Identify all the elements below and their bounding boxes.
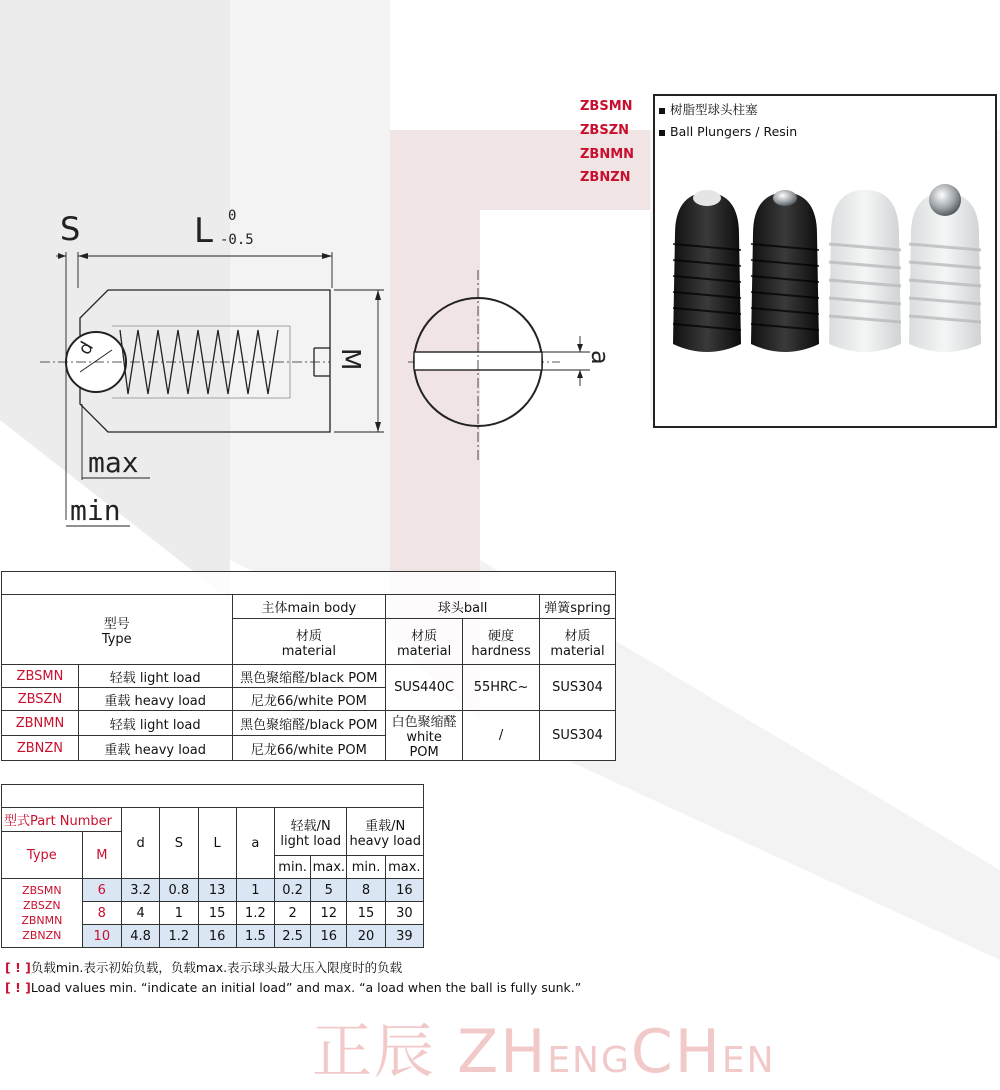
product-photo-box (653, 94, 997, 428)
label-l: L (194, 211, 213, 251)
cell-heavy-min: 8 (347, 879, 385, 902)
label-s: S (60, 210, 81, 248)
specifications-table (1, 784, 424, 948)
note-cn-text: 负载min.表示初始负载，负载max.表示球头最大压入限度时的负载 (30, 960, 403, 975)
label-min: min (70, 494, 121, 527)
cell-heavy-min: 20 (347, 925, 385, 948)
ball-material: 白色聚缩醛 white POM (386, 711, 463, 761)
note-bracket: [ ! ] (5, 960, 31, 975)
type-header: Type (2, 832, 83, 879)
cell-heavy-max: 39 (385, 925, 423, 948)
title-en: Ball Plungers / Resin (670, 124, 798, 139)
bullet-square-icon (659, 108, 665, 114)
light-max-header: max. (311, 856, 347, 879)
spring-material: SUS304 (540, 711, 616, 761)
logo-en: EN (721, 1040, 776, 1081)
note-en (5, 980, 581, 995)
materials-title: 材质对照表（Materials） (2, 572, 616, 595)
row-load: 重载 heavy load (78, 688, 232, 711)
tolerance-upper: 0 (228, 208, 237, 224)
cell-light-min: 0.2 (275, 879, 311, 902)
cell-d: 4 (121, 902, 159, 925)
row-code: ZBNMN (2, 711, 79, 736)
cell-m: 6 (82, 879, 121, 902)
code-zbsmn: ZBSMN (580, 99, 633, 114)
code-line: ZBNMN (21, 914, 63, 927)
table-row (2, 665, 616, 688)
cell-heavy-min: 15 (347, 902, 385, 925)
cell-l: 15 (198, 902, 236, 925)
row-load: 重载 heavy load (78, 736, 232, 761)
logo-c: C (630, 1017, 675, 1087)
l-header: L (198, 808, 236, 879)
ball-material: SUS440C (386, 665, 463, 711)
row-body: 黑色聚缩醛/black POM (232, 711, 386, 736)
m-header: M (82, 832, 121, 879)
cell-a: 1.2 (236, 902, 274, 925)
spring-header: 弹簧spring (540, 595, 616, 619)
cell-s: 1 (160, 902, 198, 925)
label-a: a (586, 350, 614, 365)
row-load: 轻载 light load (78, 711, 232, 736)
code-zbnzn: ZBNZN (580, 170, 631, 185)
row-code: ZBNZN (2, 736, 79, 761)
note-cn (5, 958, 402, 976)
label-max: max (88, 446, 139, 479)
ball-hardness: 55HRC~ (463, 665, 540, 711)
code-line: ZBSZN (23, 899, 61, 912)
cell-light-max: 5 (311, 879, 347, 902)
row-body: 尼龙66/white POM (232, 736, 386, 761)
cell-l: 13 (198, 879, 236, 902)
specifications-title: 参数对照表(Specifications) (2, 785, 424, 808)
cell-light-min: 2.5 (275, 925, 311, 948)
logo-z: Z (457, 1017, 501, 1087)
code-zbnmn: ZBNMN (580, 147, 635, 162)
cell-light-min: 2 (275, 902, 311, 925)
s-header: S (160, 808, 198, 879)
note-en-text: Load values min. “indicate an initial load” and max. “a load when the ball is fully sunk.” (30, 980, 582, 995)
ball-plungers-photo (661, 184, 991, 364)
tolerance-lower: -0.5 (220, 232, 254, 248)
table-row (2, 879, 424, 902)
a-header: a (236, 808, 274, 879)
cell-s: 1.2 (160, 925, 198, 948)
materials-table (1, 571, 616, 761)
row-body: 尼龙66/white POM (232, 688, 386, 711)
type-codes-cell (2, 879, 83, 948)
logo-h1: H (500, 1017, 548, 1087)
light-min-header: min. (275, 856, 311, 879)
zhengchen-logo (312, 1004, 776, 1090)
cell-m: 10 (82, 925, 121, 948)
spring-material-header: 材质 material (540, 619, 616, 665)
bullet-square-icon (659, 130, 665, 136)
heavy-load-header: 重载/N heavy load (347, 808, 424, 856)
cell-heavy-max: 16 (385, 879, 423, 902)
plunger-white-2 (909, 184, 981, 352)
cell-a: 1.5 (236, 925, 274, 948)
type-header: 型号 Type (2, 595, 233, 665)
ball-material-header: 材质 material (386, 619, 463, 665)
body-header: 主体main body (232, 595, 386, 619)
row-code: ZBSMN (2, 665, 79, 688)
cell-heavy-max: 30 (385, 902, 423, 925)
heavy-min-header: min. (347, 856, 385, 879)
cell-l: 16 (198, 925, 236, 948)
ball-hardness-header: 硬度 hardness (463, 619, 540, 665)
cell-a: 1 (236, 879, 274, 902)
d-header: d (121, 808, 159, 879)
cell-d: 4.8 (121, 925, 159, 948)
plunger-black-1 (673, 190, 741, 352)
note-bracket: [ ! ] (5, 980, 31, 995)
logo-cn: 正辰 (312, 1017, 436, 1087)
cell-light-max: 16 (311, 925, 347, 948)
title-en-line (659, 124, 797, 139)
logo-h2: H (674, 1017, 722, 1087)
row-body: 黑色聚缩醛/black POM (232, 665, 386, 688)
part-number-header: 型式Part Number (2, 808, 122, 832)
logo-eng: ENG (547, 1040, 631, 1081)
table-row (2, 711, 616, 736)
code-line: ZBSMN (22, 884, 62, 897)
cell-s: 0.8 (160, 879, 198, 902)
light-load-header: 轻载/N light load (275, 808, 347, 856)
code-line: ZBNZN (22, 929, 62, 942)
ball-hardness: / (463, 711, 540, 761)
plunger-white-1 (829, 190, 901, 352)
ball-header: 球头ball (386, 595, 540, 619)
spring-material: SUS304 (540, 665, 616, 711)
technical-drawing (0, 0, 640, 540)
title-cn-line (659, 100, 758, 118)
label-d: d (74, 338, 99, 359)
label-m: M (335, 348, 365, 371)
cell-light-max: 12 (311, 902, 347, 925)
row-code: ZBSZN (2, 688, 79, 711)
body-material-header: 材质 material (232, 619, 386, 665)
heavy-max-header: max. (385, 856, 423, 879)
plunger-black-2 (751, 190, 819, 352)
cell-m: 8 (82, 902, 121, 925)
title-cn: 树脂型球头柱塞 (670, 102, 758, 117)
code-zbszn: ZBSZN (580, 123, 630, 138)
row-load: 轻载 light load (78, 665, 232, 688)
cell-d: 3.2 (121, 879, 159, 902)
